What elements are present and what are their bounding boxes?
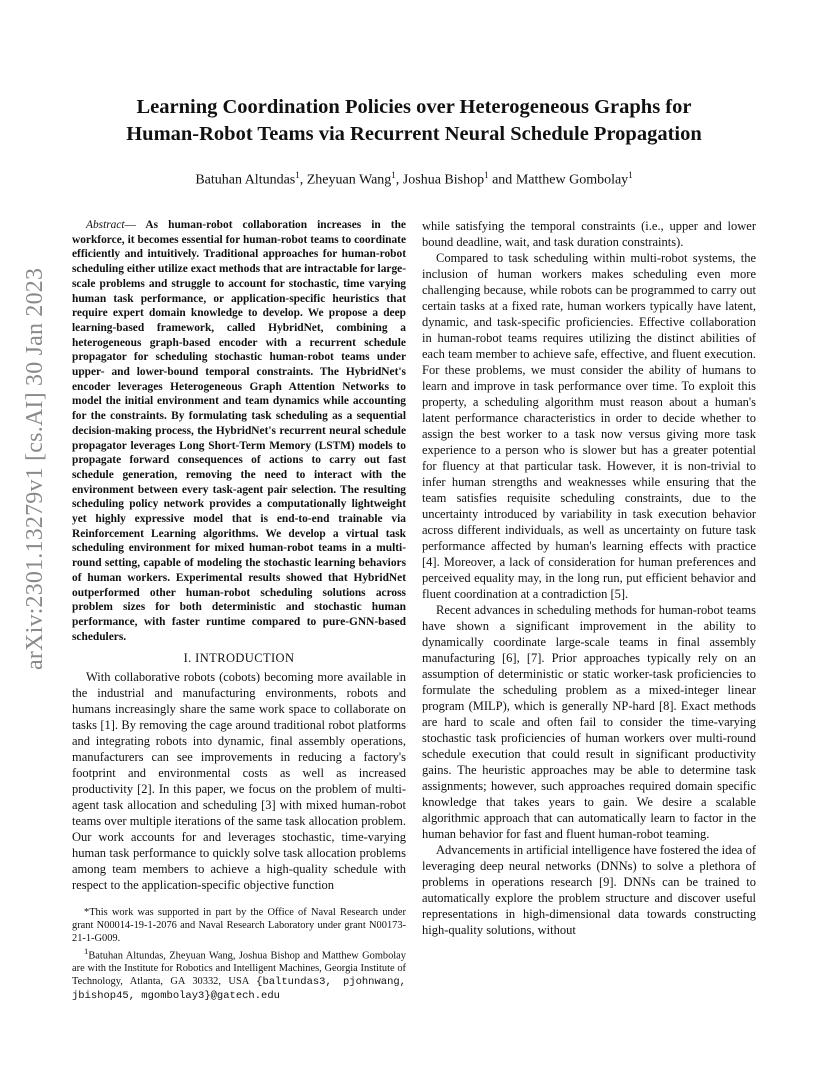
- affiliation-mark: 1: [295, 170, 300, 180]
- body-paragraph: Advancements in artificial intelligence have fostered the idea of leveraging deep neural networks (DNNs) to solve a plethora of problems in operations research [9]. DNNs can be trained to automatically explore the problem structure and discover useful representations in high-dimensional data towards constructing high-quality solutions, without: [422, 843, 757, 937]
- arxiv-stamp: arXiv:2301.13279v1 [cs.AI] 30 Jan 2023: [22, 267, 48, 670]
- affiliation-mark: 1: [484, 170, 489, 180]
- intro-paragraph: With collaborative robots (cobots) becoming more available in the industrial and manufacturing environments, robots and humans increasingly share the same work space to collaborate on tasks [1]. By removing the cage around traditional robot platforms and integrating robots into dynamic, final assembly operations, manufacturers can see improvements in reducing a factory's footprint and environmental costs as well as increased productivity [2]. In this paper, we focus on the problem of multi-agent task allocation and scheduling [3] with mixed human-robot teams over multiple iterations of the same task allocation problem. Our work accounts for and leverages stochastic, time-varying human task performance to quickly solve task allocation problems among team members to achieve a high-quality schedule with respect to the application-specific objective function: [72, 670, 406, 893]
- abstract-lead: Abstract: [86, 219, 125, 231]
- affiliation-mark: 1: [391, 170, 396, 180]
- author-separator: ,: [395, 172, 403, 188]
- abstract-text: As human-robot collaboration increases in the workforce, it becomes essential for human-robot teams to coordinate efficiently and intuitively. Traditional approaches for human-robot scheduling either utilize exact methods that are intractable for large-scale problems and struggle to account for stochastic, time varying human task performance, or application-specific heuristics that require expert domain knowledge to develop. We propose a deep learning-based framework, called HybridNet, combining a heterogeneous graph-based encoder with a recurrent schedule propagator for scheduling stochastic human-robot teams under upper- and lower-bound temporal constraints. The HybridNet's encoder leverages Heterogeneous Graph Attention Networks to model the initial environment and team dynamics while accounting for the constraints. By formulating task scheduling as a sequential decision-making process, the HybridNet's recurrent neural schedule propagator leverages Long Short-Term Memory (LSTM) models to propagate forward consequences of actions to carry out fast schedule generation, removing the need to interact with the environment between every task-agent pair selection. The resulting scheduling policy network provides a computationally lightweight yet highly expressive model that is end-to-end trainable via Reinforcement Learning algorithms. We develop a virtual task scheduling environment for mixed human-robot teams in a multi-round setting, capable of modeling the stochastic learning behaviors of human workers. Experimental results showed that HybridNet outperformed other human-robot scheduling solutions across problem sizes for both deterministic and stochastic human performance, with faster runtime compared to pure-GNN-based schedulers.: [72, 219, 406, 643]
- author-name: Batuhan Altundas: [195, 172, 296, 188]
- author-name: Matthew Gombolay: [515, 172, 629, 188]
- body-paragraph: while satisfying the temporal constraints (i.e., upper and lower bound deadline, wait, and task duration constraints).: [422, 219, 756, 249]
- affiliation-footnote: [72, 945, 406, 1003]
- abstract: [72, 218, 406, 644]
- paper-title: [70, 94, 758, 148]
- author-name: Zheyuan Wang: [306, 172, 392, 188]
- body-paragraph: Recent advances in scheduling methods for human-robot teams have shown a significant improvement in the ability to dynamically coordinate large-scale teams in final assembly manufacturing [6], [7]. Prior approaches typically rely on an assumption of deterministic or static worker-task proficiencies to formulate the scheduling problem as a mixed-integer linear program (MILP), which is generally NP-hard [8]. Exact methods are hard to scale and often fail to consider the time-varying stochastic task proficiencies of human workers over multi-round schedule execution that could result in significant productivity gains. The heuristic approaches may be able to determine task assignments; however, such approaches required domain specific knowledge that takes years to gain. We desire a scalable algorithmic approach that can automatically learn to factor in the human behavior for fast and fluent human-robot teaming.: [422, 603, 756, 841]
- footnotes: [72, 906, 406, 1003]
- abstract-dash: —: [124, 219, 136, 231]
- funding-footnote: *This work was supported in part by the Office of Naval Research under grant N00014-19-1-2076 and Naval Research Laboratory under grant N00173-21-1-G009.: [72, 907, 406, 944]
- author-separator: ,: [299, 172, 307, 188]
- section-heading-introduction: I. INTRODUCTION: [183, 651, 295, 666]
- affiliation-mark: 1: [628, 170, 633, 180]
- author-list: [70, 170, 758, 189]
- author-separator: and: [488, 172, 516, 188]
- right-column: [422, 218, 756, 938]
- author-name: Joshua Bishop: [402, 172, 485, 188]
- email-list: {baltundas3, pjohnwang, jbishop45, mgombolay3}@gatech.edu: [72, 976, 406, 1003]
- left-column: [72, 218, 406, 893]
- footnote-mark: 1: [84, 946, 89, 956]
- body-paragraph: Compared to task scheduling within multi-robot systems, the inclusion of human workers makes scheduling even more challenging because, while robots can be programmed to carry out certain tasks at a fixed rate, human workers typically have latent, dynamic, and task-specific proficiencies. Effective collaboration in human-robot teams requires utilizing the distinct abilities of each team member to achieve safe, effective, and fluent execution. For these problems, we must consider the ability of humans to learn and improve in task performance over time. To exploit this property, a scheduling algorithm must reason about a human's latent performance characteristics in order to decide whether to assign the best worker to a task now versus giving more task experience to a person who is slower but has a greater potential for fluency at that particular task. However, it is non-trivial to infer human strengths and weaknesses while ensuring that the team satisfies requisite scheduling constraints, due to the uncertainty introduced by variability in task execution behavior across different individuals, as well as uncertainty on future task performance affected by human's learning effects with practice [4]. Moreover, a lack of consideration for human preferences and perceived equality may, in the long run, put efficient behavior and fluent coordination at a contradiction [5].: [422, 251, 756, 601]
- title-line-2: Human-Robot Teams via Recurrent Neural Schedule Propagation: [126, 123, 702, 145]
- affiliation-text: Batuhan Altundas, Zheyuan Wang, Joshua Bishop and Matthew Gombolay are with the Institute for Robotics and Intelligent Machines, Georgia Institute of Technology, Atlanta, GA 30332, USA: [72, 950, 406, 988]
- title-line-1: Learning Coordination Policies over Heterogeneous Graphs for: [136, 96, 692, 118]
